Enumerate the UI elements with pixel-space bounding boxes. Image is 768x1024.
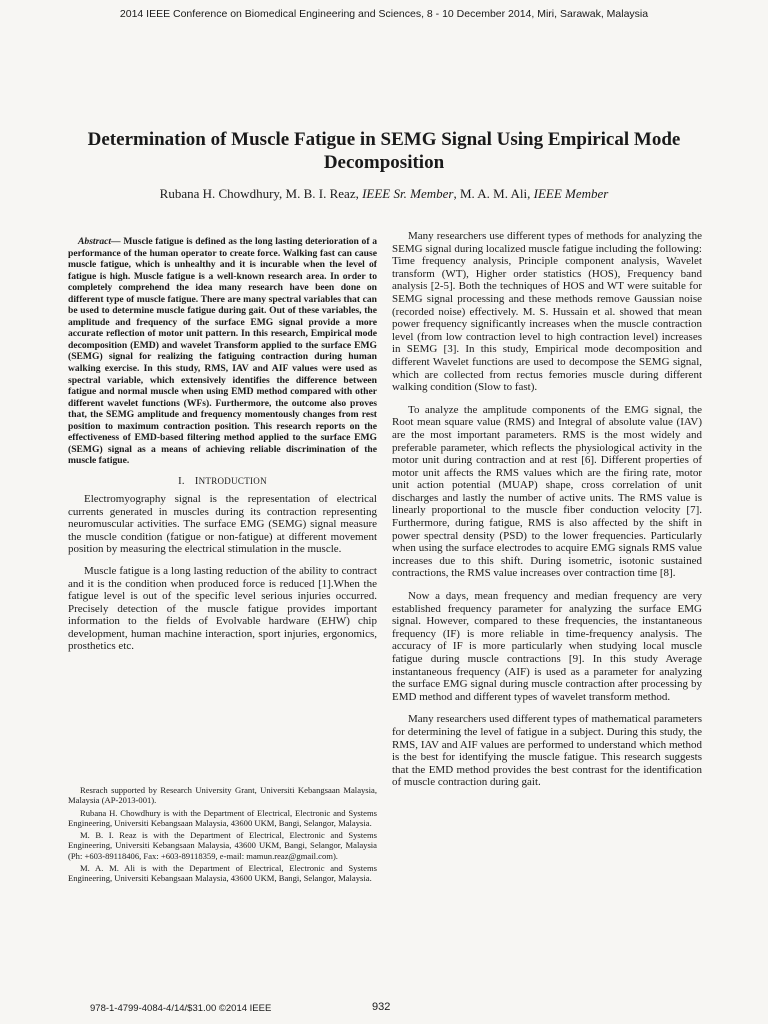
right-column (392, 230, 702, 799)
author-names-2: , M. A. M. Ali, (453, 186, 534, 201)
footnotes (68, 785, 377, 886)
conference-header: 2014 IEEE Conference on Biomedical Engineering and Sciences, 8 - 10 December 2014, Miri, Sarawak, Malaysia (119, 8, 649, 20)
author-role-1: IEEE Sr. Member (362, 186, 454, 201)
body-paragraph-2: To analyze the amplitude components of the EMG signal, the Root mean square value (RMS) and Integral of absolute value (IAV) are the most important parameters. RMS is the most widely and preferable parameter, which reflects the physiological activity in the motor unit during contraction and at rest [6]. Different properties of motor unit affects the RMS values which are the firing rate, motor unit action potential (MUAP) shape, cross correlation of unit discharges and lastly the number of active units. The RMS value is linearly proportional to the muscle fiber conduction velocity [7]. Furthermore, during fatigue, RMS is also affected by the shift in power spectral density (PSD) to the lower frequencies. Particularly when using the surface electrodes to acquire EMG signals RMS value increases due to this shift. During isometric, isotonic sustained contractions, the RMS value increases over contraction time [8]. (392, 403, 702, 580)
author-names-1: Rubana H. Chowdhury, M. B. I. Reaz, (159, 186, 363, 201)
author-role-2: IEEE Member (533, 186, 609, 201)
intro-paragraph-2: Muscle fatigue is a long lasting reduction of the ability to contract and it is the condition when produced force is reduced [1].When the fatigue level is out of the specific level serious injuries occurred. Precisely detection of the muscle fatigue provides important information to the fields of Evolvable hardware (EHW) chip development, human machine interaction, sport injuries, ergonomics, prosthetics etc. (68, 564, 377, 653)
section-title-rest: NTRODUCTION (198, 475, 267, 486)
abstract (68, 236, 377, 467)
footnote-funding: Resrach supported by Research University Grant, Universiti Kebangsaan Malaysia, Malaysia (AP-2013-001). (68, 785, 377, 806)
abstract-label: Abstract— (78, 236, 121, 247)
footnote-author-2: M. B. I. Reaz is with the Department of Electrical, Electronic and Systems Engineering, Universiti Kebangsaan Malaysia, 43600 UKM, Bangi, Selangor, Malaysia (Ph: +603-89118406, Fax: +603-89118359, e-mail: mamun.reaz@gmail.com). (68, 830, 377, 861)
body-paragraph-4: Many researchers used different types of mathematical parameters for determining the level of fatigue in a subject. During this study, the RMS, IAV and AIF values are performed to understand which method is the best for identifying the muscle fatigue. This research suggests that the EMD method provides the best contrast for the identification of muscle contraction during gait. (392, 713, 702, 789)
left-column (68, 236, 377, 662)
page-number: 932 (372, 1001, 391, 1013)
body-paragraph-3: Now a days, mean frequency and median frequency are very established frequency parameter for analyzing the surface EMG signal. However, compared to these frequencies, the instantaneous frequency (IF) is more reliable in time-frequency analysis. The accuracy of IF is more particularly when studying local muscle fatigue during muscle contractions [9]. In this study Average instantaneous frequency (AIF) is used as a parameter for analyzing the surface EMG signal during muscle contraction after processing by EMD method and different types of wavelet transform method. (392, 590, 702, 703)
abstract-text: Muscle fatigue is defined as the long lasting deterioration of a performance of the human operator to create force. Walking fast can cause muscle fatigue, which is unhealthy and it is incurable when the level of fatigue is high. Muscle fatigue is a well-known research area. In order to completely comprehend the idea many research have been done on different type of muscle fatigue. There are many spectral variables that can be used to determine muscle fatigue during gait. Out of these variables, the amplitude and frequency of the surface EMG signal provide a more accurate reflection of motor unit pattern. In this research, Empirical mode decomposition (EMD) and wavelet Transform applied to the surface EMG (SEMG) signal for realizing the fatiguing contraction during human walking exercise. In this study, RMS, IAV and AIF values were used as spectral variable, which extensively identifies the difference between fatigue and normal muscle when using EMD method compared with other different wavelet functions (WFs). Furthermore, the outcome also proves that, the SEMG amplitude and frequency momentously changes from rest position to maximum contraction position. This research reports on the effectiveness of EMD-based filtering method applied to the surface EMG (SEMG) signal as a means of achieving reliable discrimination of the muscle fatigue. (68, 236, 377, 467)
paper-title: Determination of Muscle Fatigue in SEMG Signal Using Empirical Mode Decomposition (87, 129, 681, 173)
footnote-author-1: Rubana H. Chowdhury is with the Department of Electrical, Electronic and Systems Engineering, Universiti Kebangsaan Malaysia, 43600 UKM, Bangi, Selangor, Malaysia. (68, 807, 377, 828)
section-heading-introduction (68, 476, 377, 487)
footnote-author-3: M. A. M. Ali is with the Department of Electrical, Electronic and Systems Engineering, Universiti Kebangsaan Malaysia, 43600 UKM, Bangi, Selangor, Malaysia. (68, 863, 377, 884)
intro-paragraph-1: Electromyography signal is the representation of electrical currents generated in muscles during its contraction representing neuromuscular activities. The surface EMG (SEMG) signal measure the muscle condition (fatigue or non-fatigue) at different movement position by measuring the electrical stimulation in the muscle. (68, 492, 377, 556)
section-number: I. (178, 475, 185, 487)
author-line (40, 186, 728, 202)
section-title-initial: I (194, 475, 199, 487)
body-paragraph-1: Many researchers use different types of methods for analyzing the SEMG signal during localized muscle fatigue including the following: Time frequency analysis, Principle component analysis, Wavelet transform (WT), Higher order statistics (HOS), Frequency band analysis [2-5]. Both the techniques of HOS and WT were suitable for SEMG signal processing and these methods remove Gaussian noise (recorded noise) effectively. M. S. Hussain et al. showed that mean power frequency significantly increases when the muscle contraction level (from low contraction level to high contraction level) increases in SEMG [3]. In this study, Empirical mode decomposition and different Wavelet functions are used to decompose the SEMG signal, which are collected from rectus femories muscle during different walking condition (Slow to fast). (392, 230, 702, 394)
isbn-footer: 978-1-4799-4084-4/14/$31.00 ©2014 IEEE (90, 1003, 272, 1014)
